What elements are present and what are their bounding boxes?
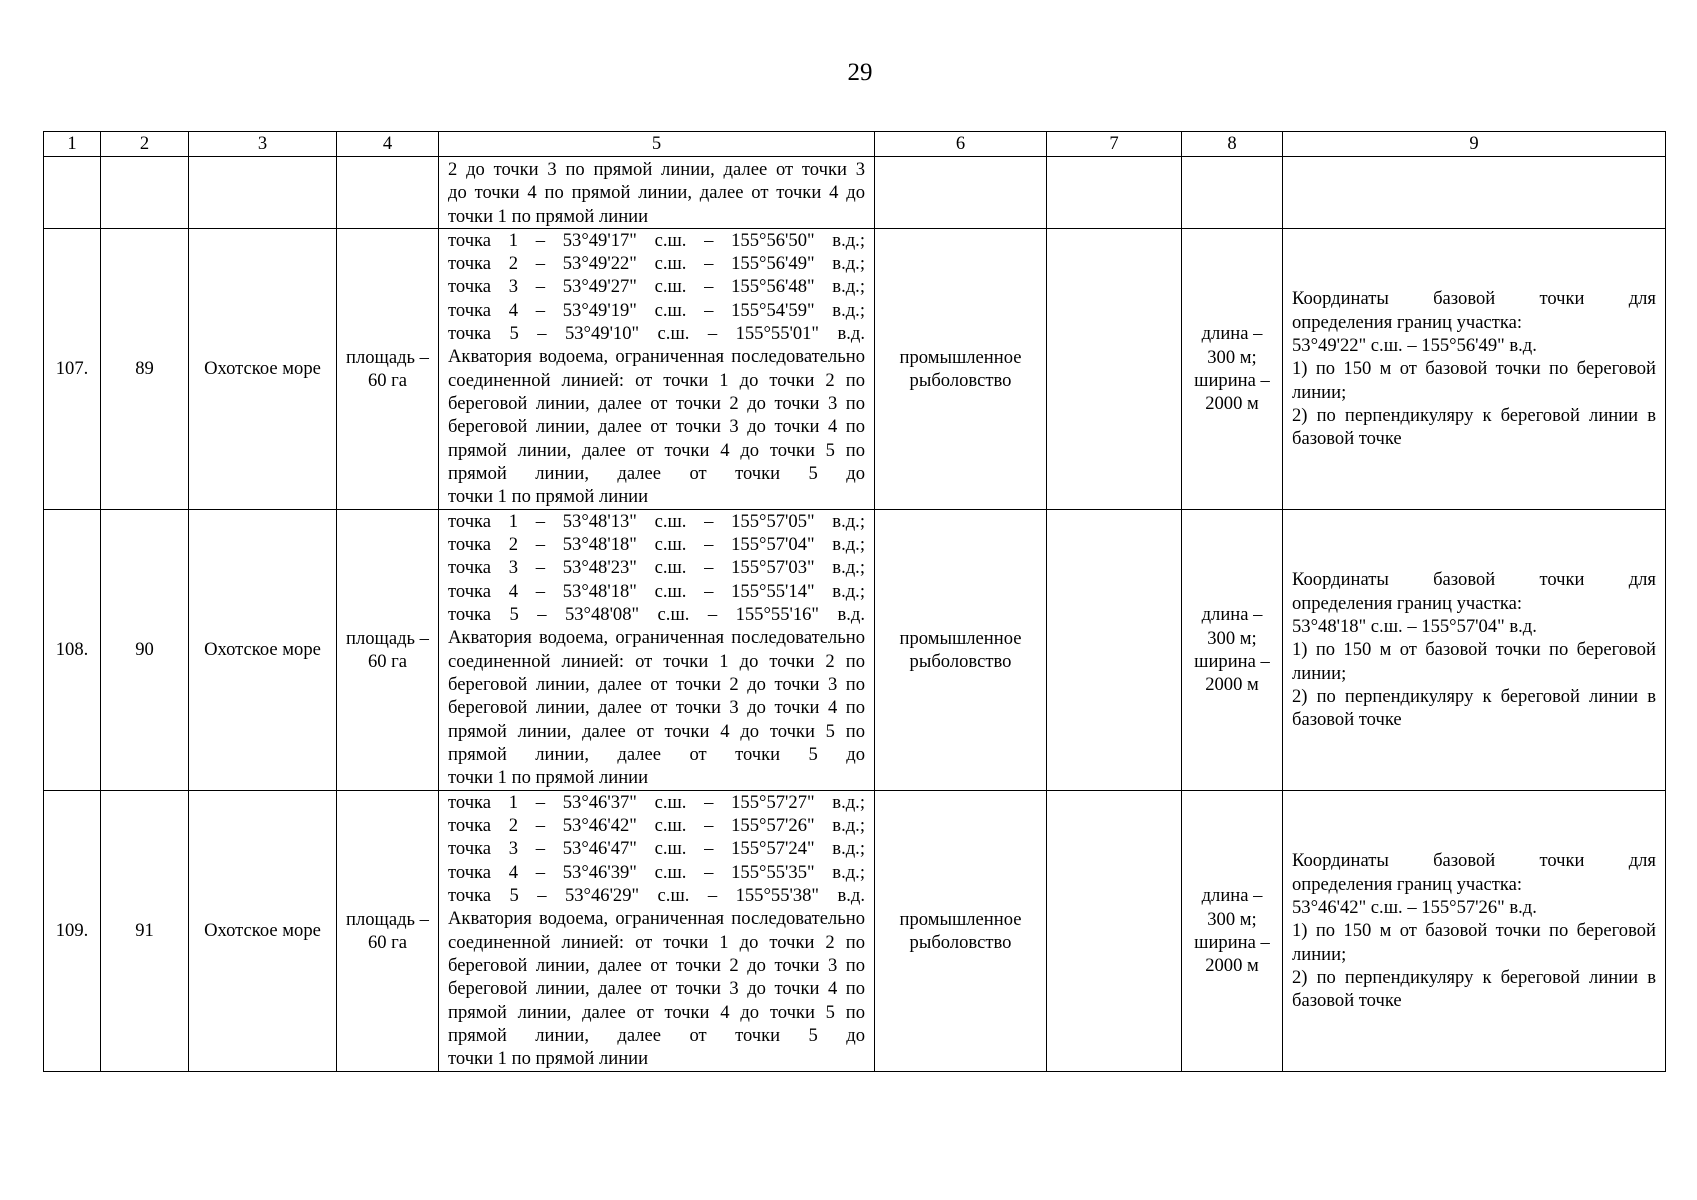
row-number: 109.	[44, 790, 101, 1071]
column-header: 8	[1182, 132, 1283, 157]
column-7-cell	[1047, 790, 1182, 1071]
description-last-line: точки 1 по прямой линии	[448, 1048, 649, 1070]
note-item-2: 2) по перпендикуляру к береговой линии в базовой точке	[1292, 685, 1656, 731]
column-header: 3	[189, 132, 337, 157]
coordinate-line: точка 4 – 53°48'18" с.ш. – 155°55'14" в.д.;	[448, 580, 865, 602]
note-coordinate: 53°46'42" с.ш. – 155°57'26" в.д.	[1292, 896, 1537, 918]
water-body: Охотское море	[189, 509, 337, 790]
note-coordinate: 53°49'22" с.ш. – 155°56'49" в.д.	[1292, 334, 1537, 356]
base-point-note	[1283, 509, 1666, 790]
continuation-row	[44, 157, 1666, 229]
column-7-cell	[1047, 509, 1182, 790]
dimensions: длина – 300 м; ширина – 2000 м	[1182, 228, 1283, 509]
description-text: Акватория водоема, ограниченная последовательно соединенной линией: от точки 1 до точки 2 по береговой линии, далее от точки 2 до точки 3 по береговой линии, далее от точки 3 до точки 4 по прямой линии, далее от точки 4 до точки 5 по прямой линии, далее от точки 5 до	[448, 908, 865, 1046]
base-point-note	[1283, 790, 1666, 1071]
note-title: Координаты базовой точки для	[1292, 569, 1656, 591]
note-subtitle: определения границ участка:	[1292, 311, 1523, 333]
base-point-note	[1283, 228, 1666, 509]
table-row	[44, 790, 1666, 1071]
column-header: 7	[1047, 132, 1182, 157]
note-subtitle: определения границ участка:	[1292, 592, 1523, 614]
dimensions: длина – 300 м; ширина – 2000 м	[1182, 509, 1283, 790]
note-item-2: 2) по перпендикуляру к береговой линии в базовой точке	[1292, 404, 1656, 450]
coordinate-line: точка 3 – 53°46'47" с.ш. – 155°57'24" в.д.;	[448, 838, 865, 860]
boundary-description	[439, 790, 875, 1071]
note-title: Координаты базовой точки для	[1292, 288, 1656, 310]
usage-type: промышленное рыболовство	[875, 790, 1047, 1071]
coordinate-line: точка 4 – 53°46'39" с.ш. – 155°55'35" в.д.;	[448, 861, 865, 883]
note-item-1: 1) по 150 м от базовой точки по береговой линии;	[1292, 358, 1656, 403]
coordinate-line: точка 1 – 53°48'13" с.ш. – 155°57'05" в.д.;	[448, 510, 865, 532]
dimensions: длина – 300 м; ширина – 2000 м	[1182, 790, 1283, 1071]
header-row	[44, 132, 1666, 157]
coordinate-line: точка 2 – 53°48'18" с.ш. – 155°57'04" в.д.;	[448, 534, 865, 556]
column-header: 2	[101, 132, 189, 157]
coordinate-line: точка 4 – 53°49'19" с.ш. – 155°54'59" в.д.;	[448, 299, 865, 321]
coordinate-line: точка 2 – 53°49'22" с.ш. – 155°56'49" в.д.;	[448, 253, 865, 275]
coordinate-line: точка 5 – 53°48'08" с.ш. – 155°55'16" в.д.	[448, 604, 865, 626]
row-number: 108.	[44, 509, 101, 790]
column-header: 5	[439, 132, 875, 157]
site-number: 89	[101, 228, 189, 509]
boundary-description	[439, 228, 875, 509]
note-title: Координаты базовой точки для	[1292, 850, 1656, 872]
coordinate-line: точка 3 – 53°49'27" с.ш. – 155°56'48" в.д.;	[448, 276, 865, 298]
column-header: 9	[1283, 132, 1666, 157]
description-text: Акватория водоема, ограниченная последовательно соединенной линией: от точки 1 до точки 2 по береговой линии, далее от точки 2 до точки 3 по береговой линии, далее от точки 3 до точки 4 по прямой линии, далее от точки 4 до точки 5 по прямой линии, далее от точки 5 до	[448, 346, 865, 484]
area: площадь – 60 га	[337, 790, 439, 1071]
water-body: Охотское море	[189, 228, 337, 509]
usage-type: промышленное рыболовство	[875, 228, 1047, 509]
coordinate-line: точка 1 – 53°46'37" с.ш. – 155°57'27" в.д.;	[448, 791, 865, 813]
page-number: 29	[847, 59, 873, 86]
note-subtitle: определения границ участка:	[1292, 873, 1523, 895]
note-item-2: 2) по перпендикуляру к береговой линии в базовой точке	[1292, 966, 1656, 1012]
continuation-line: точки 1 по прямой линии	[448, 205, 649, 227]
description-last-line: точки 1 по прямой линии	[448, 486, 649, 508]
column-7-cell	[1047, 228, 1182, 509]
boundary-description	[439, 509, 875, 790]
site-number: 91	[101, 790, 189, 1071]
row-number: 107.	[44, 228, 101, 509]
note-item-1: 1) по 150 м от базовой точки по береговой линии;	[1292, 639, 1656, 684]
description-text: Акватория водоема, ограниченная последовательно соединенной линией: от точки 1 до точки 2 по береговой линии, далее от точки 2 до точки 3 по береговой линии, далее от точки 3 до точки 4 по прямой линии, далее от точки 4 до точки 5 по прямой линии, далее от точки 5 до	[448, 627, 865, 765]
coordinate-line: точка 3 – 53°48'23" с.ш. – 155°57'03" в.д.;	[448, 557, 865, 579]
coordinate-line: точка 1 – 53°49'17" с.ш. – 155°56'50" в.д.;	[448, 229, 865, 251]
column-header: 6	[875, 132, 1047, 157]
usage-type: промышленное рыболовство	[875, 509, 1047, 790]
continuation-text	[439, 157, 875, 229]
table-row	[44, 509, 1666, 790]
coordinate-line: точка 5 – 53°46'29" с.ш. – 155°55'38" в.д.	[448, 885, 865, 907]
coordinate-line: точка 2 – 53°46'42" с.ш. – 155°57'26" в.д.;	[448, 815, 865, 837]
area: площадь – 60 га	[337, 509, 439, 790]
column-header: 1	[44, 132, 101, 157]
area: площадь – 60 га	[337, 228, 439, 509]
table-row	[44, 228, 1666, 509]
water-body: Охотское море	[189, 790, 337, 1071]
note-coordinate: 53°48'18" с.ш. – 155°57'04" в.д.	[1292, 615, 1537, 637]
fishing-sites-table	[43, 131, 1666, 1072]
description-last-line: точки 1 по прямой линии	[448, 767, 649, 789]
note-item-1: 1) по 150 м от базовой точки по береговой линии;	[1292, 920, 1656, 965]
site-number: 90	[101, 509, 189, 790]
coordinate-line: точка 5 – 53°49'10" с.ш. – 155°55'01" в.д.	[448, 323, 865, 345]
continuation-line: до точки 4 по прямой линии, далее от точки 4 до	[448, 182, 865, 204]
continuation-line: 2 до точки 3 по прямой линии, далее от точки 3	[448, 159, 865, 180]
column-header: 4	[337, 132, 439, 157]
